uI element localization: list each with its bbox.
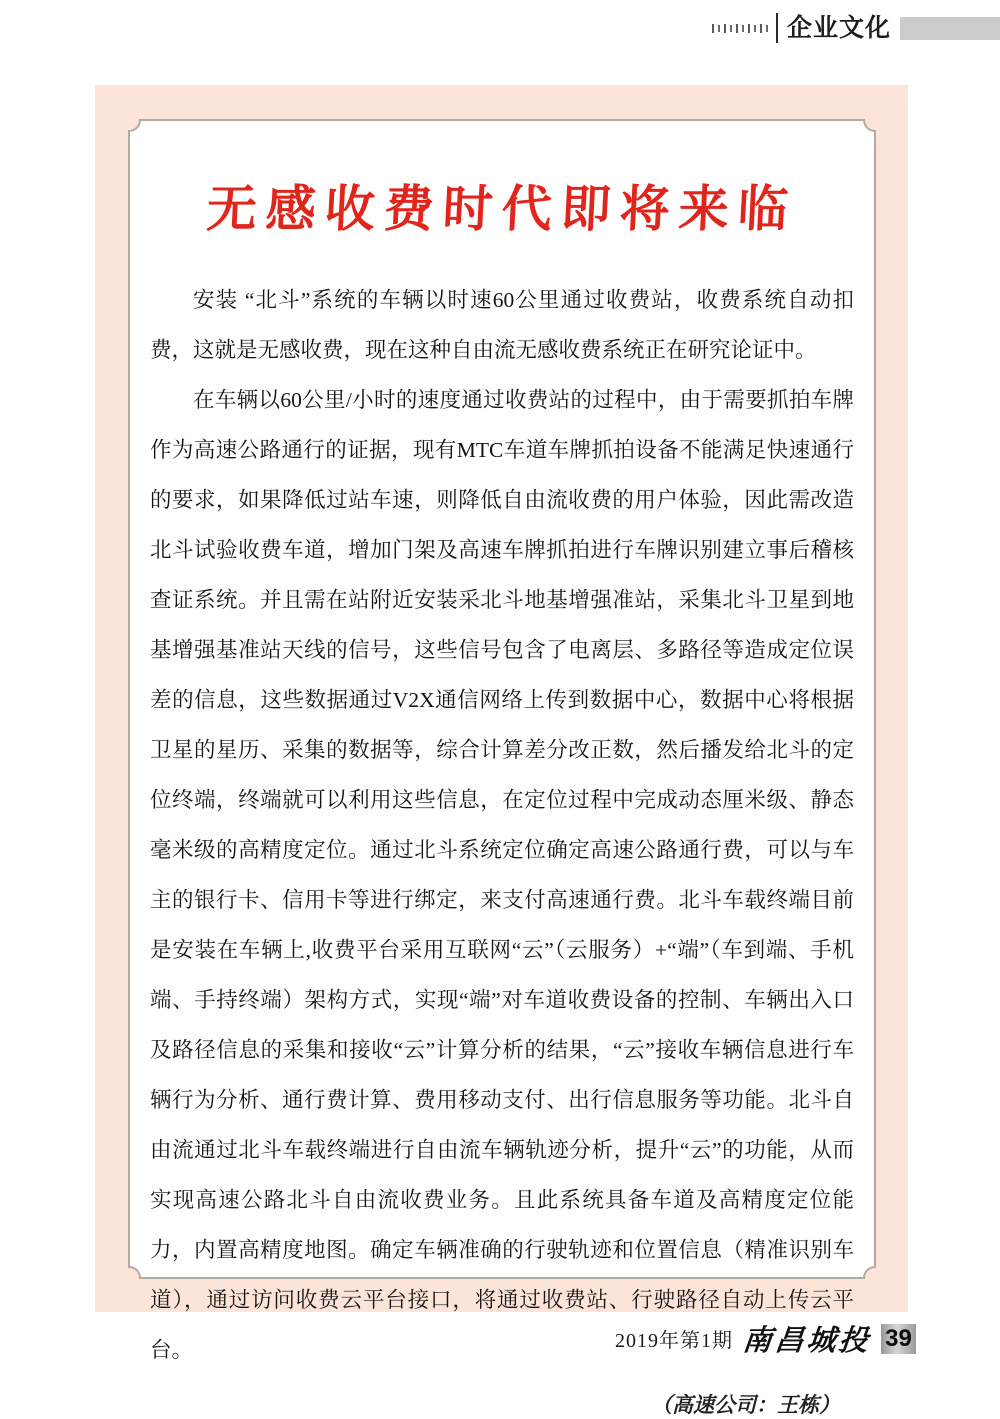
dash-icon — [748, 24, 750, 33]
paragraph-1: 安装 “北斗”系统的车辆以时速60公里通过收费站，收费系统自动扣费，这就是无感收费，现在这种自由流无感收费系统正在研究论证中。 — [150, 288, 854, 362]
footer-issue: 2019年第1期 — [614, 1330, 733, 1352]
dash-icon — [760, 24, 762, 33]
header-accent-box — [900, 17, 1000, 40]
dash-icon — [712, 24, 714, 33]
paragraph-2: 在车辆以60公里/小时的速度通过收费站的过程中，由于需要抓拍车牌作为高速公路通行的证据，现有MTC车道车牌抓拍设备不能满足快速通行的要求，如果降低过站车速，则降低自由流收费的用户体验，因此需改造北斗试验收费车道，增加门架及高速车牌抓拍进行车牌识别建立事后稽核查证系统。并且需在站附近安装采北斗地基增强准站，采集北斗卫星到地基增强基准站天线的信号，这些信号包含了电离层、多路径等造成定位误差的信息，这些数据通过V2X通信网络上传到数据中心，数据中心将根据卫星的星历、采集的数据等，综合计算差分改正数，然后播发给北斗的定位终端，终端就可以利用这些信息，在定位过程中完成动态厘米级、静态毫米级的高精度定位。通过北斗系统定位确定高速公路通行费，可以与车主的银行卡、信用卡等进行绑定，来支付高速通行费。北斗车载终端目前是安装在车辆上,收费平台采用互联网“云”（云服务）+“端”（车到端、手机端、手持终端）架构方式，实现“端”对车道收费设备的控制、车辆出入口及路径信息的采集和接收“云”计算分析的结果，“云”接收车辆信息进行车辆行为分析、通行费计算、费用移动支付、出行信息服务等功能。北斗自由流通过北斗车载终端进行自由流车辆轨迹分析，提升“云”的功能，从而实现高速公路北斗自由流收费业务。且此系统具备车道及高精度定位能力，内置高精度地图。确定车辆准确的行驶轨迹和位置信息（精准识别车道），通过访问收费云平台接口，将通过收费站、行驶路径自动上传云平台。 — [150, 388, 854, 1362]
article-content — [128, 119, 876, 1419]
page-number-badge: 39 — [881, 1324, 916, 1354]
header-dash-marks — [712, 24, 768, 33]
dash-icon — [718, 25, 720, 32]
dash-icon — [736, 24, 738, 33]
dash-icon — [742, 25, 744, 32]
dash-icon — [724, 24, 726, 33]
section-title: 企业文化 — [786, 13, 891, 42]
dash-icon — [730, 25, 732, 32]
page-header — [0, 12, 1000, 44]
header-divider — [776, 13, 778, 43]
dash-icon — [766, 25, 768, 32]
dash-icon — [754, 25, 756, 32]
footer-brand: 南昌城投 — [741, 1323, 873, 1357]
article-byline: （高速公司：王栋） — [651, 1393, 840, 1417]
article-title: 无感收费时代即将来临 — [205, 179, 799, 238]
page-footer — [615, 1318, 916, 1359]
article-body — [150, 275, 854, 1375]
